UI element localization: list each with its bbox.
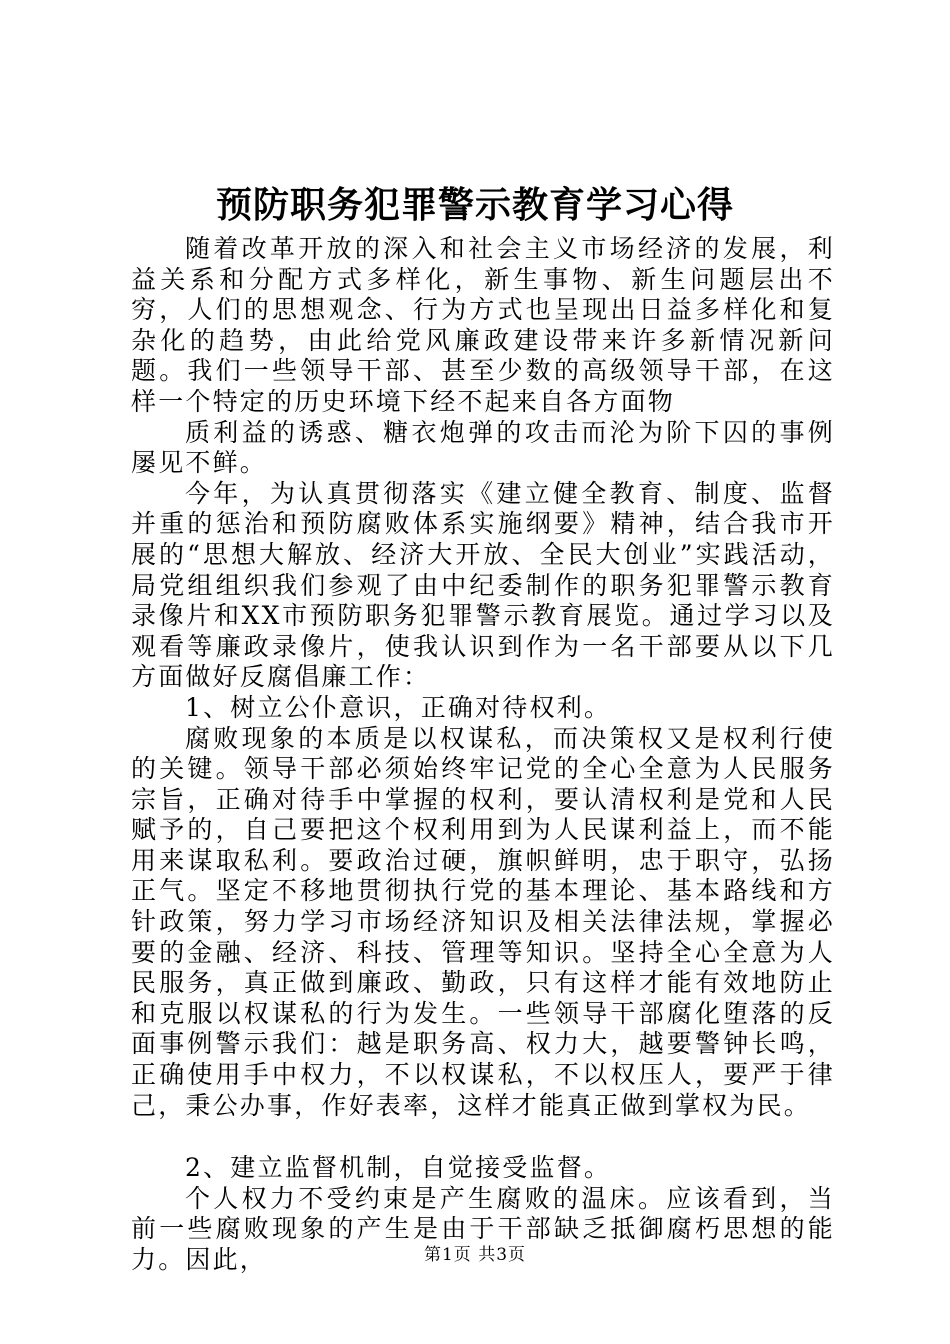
section-heading-2: 2、建立监督机制，自觉接受监督。 bbox=[185, 1153, 612, 1183]
paragraph-section-1: 腐败现象的本质是以权谋私，而决策权又是权利行使的关键。领导干部必须始终牢记党的全心全意为人民服务宗旨，正确对待手中掌握的权利，要认清权利是党和人民赋予的，自己要把这个权利用到为人民谋利益上，而不能用来谋取私利。要政治过硬，旗帜鲜明，忠于职守，弘扬正气。坚定不移地贯彻执行党的基本理论、基本路线和方针政策，努力学习市场经济知识及相关法律法规，掌握必要的金融、经济、科技、管理等知识。坚持全心全意为人民服务，真正做到廉政、勤政，只有这样才能有效地防止和克服以权谋私的行为发生。一些领导干部腐化堕落的反面事例警示我们：越是职务高、权力大，越要警钟长鸣，正确使用手中权力，不以权谋私，不以权压人，要严于律己，秉公办事，作好表率，这样才能真正做到掌权为民。 bbox=[131, 723, 835, 1120]
paragraph-study-activity: 今年，为认真贯彻落实《建立健全教育、制度、监督并重的惩治和预防腐败体系实施纲要》精神，结合我市开展的“思想大解放、经济大开放、全民大创业”实践活动，局党组组织我们参观了由中纪委制作的职务犯罪警示教育录像片和XX市预防职务犯罪警示教育展览。通过学习以及观看等廉政录像片，使我认识到作为一名干部要从以下几方面做好反腐倡廉工作： bbox=[131, 478, 835, 692]
document-body bbox=[131, 234, 835, 1276]
section-heading-1: 1、树立公仆意识，正确对待权利。 bbox=[185, 692, 612, 722]
document-title: 预防职务犯罪警示教育学习心得 bbox=[215, 184, 734, 226]
page-number-footer: 第1页 共3页 bbox=[423, 1245, 527, 1265]
paragraph-gap bbox=[131, 1121, 835, 1153]
paragraph-intro-continued: 质利益的诱惑、糖衣炮弹的攻击而沦为阶下囚的事例屡见不鲜。 bbox=[131, 417, 835, 478]
paragraph-section-2: 个人权力不受约束是产生腐败的温床。应该看到，当前一些腐败现象的产生是由于干部缺乏抵御腐朽思想的能力。因此， bbox=[131, 1183, 835, 1274]
paragraph-intro: 随着改革开放的深入和社会主义市场经济的发展，利益关系和分配方式多样化，新生事物、新生问题层出不穷，人们的思想观念、行为方式也呈现出日益多样化和复杂化的趋势，由此给党风廉政建设带来许多新情况新问题。我们一些领导干部、甚至少数的高级领导干部，在这样一个特定的历史环境下经不起来自各方面物 bbox=[131, 234, 835, 416]
